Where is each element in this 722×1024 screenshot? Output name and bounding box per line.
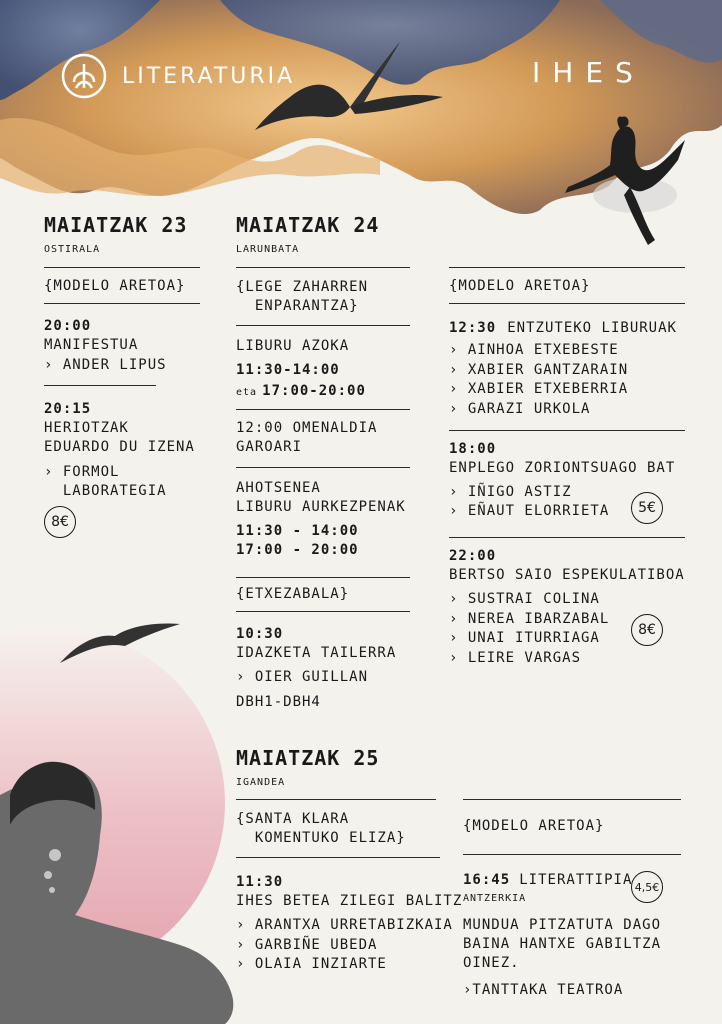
price-badge: 8€ [631, 614, 663, 646]
day-25-venue-santa-klara: {SANTA KLARA KOMENTUKO ELIZA} [236, 811, 406, 846]
event-title: IDAZKETA TAILERRA [236, 645, 397, 661]
day-23-venue: {MODELO ARETOA} [44, 278, 186, 294]
divider [449, 303, 685, 304]
day-23-weekday: OSTIRALA [44, 244, 101, 255]
event-person: › GARBIÑE UBEDA [236, 937, 378, 953]
ahotsenea-time-1: 11:30 - 14:00 [236, 523, 359, 539]
divider [236, 409, 410, 410]
day-24-venue-etxezabala: {ETXEZABALA} [236, 586, 350, 602]
event-people: › FORMOL LABORATEGIA [44, 464, 167, 499]
literattipia-heading [463, 869, 632, 890]
tribute-event: 12:00 OMENALDIA GAROARI [236, 420, 378, 455]
divider [463, 799, 681, 800]
event-person: › XABIER GANTZARAIN [449, 362, 629, 378]
event-time: 18:00 [449, 441, 497, 457]
event-people: › OIER GUILLAN [236, 669, 369, 685]
day-24-venue-plaza: {LEGE ZAHARREN ENPARANTZA} [236, 279, 369, 314]
day-25-weekday: IGANDEA [236, 777, 286, 788]
divider [449, 537, 685, 538]
event-person: › NEREA IBARZABAL [449, 611, 610, 627]
event-level: DBH1-DBH4 [236, 694, 321, 710]
event-title: IHES BETEA ZILEGI BALITZ [236, 893, 463, 909]
divider [449, 267, 685, 268]
event-person: › LEIRE VARGAS [449, 650, 582, 666]
event-person: › EÑAUT ELORRIETA [449, 503, 610, 519]
book-fair-time-1: 11:30-14:00 [236, 362, 340, 378]
divider [236, 857, 440, 858]
event-person: › IÑIGO ASTIZ [449, 484, 572, 500]
divider [236, 267, 410, 268]
book-fair-time-2-row [236, 380, 366, 401]
book-fair-time-2: 17:00-20:00 [262, 383, 366, 399]
audio-books-heading [449, 317, 677, 338]
day-24-weekday: LARUNBATA [236, 244, 300, 255]
dancer-figure-illustration [560, 115, 710, 255]
book-fair-title: LIBURU AZOKA [236, 338, 350, 354]
event-people: › ANDER LIPUS [44, 357, 167, 373]
ahotsenea-title: AHOTSENEA LIBURU AURKEZPENAK [236, 480, 406, 515]
event-person: › UNAI ITURRIAGA [449, 630, 600, 646]
event-time: 20:15 [44, 401, 92, 417]
price-badge: 4,5€ [631, 871, 663, 903]
event-person: › GARAZI URKOLA [449, 401, 591, 417]
divider [236, 611, 410, 612]
divider [236, 325, 410, 326]
event-people: ›TANTTAKA TEATROA [463, 982, 624, 998]
literaturia-wordmark: LITERATURIA [122, 63, 296, 89]
event-title: ENTZUTEKO LIBURUAK [507, 320, 677, 336]
divider [236, 799, 436, 800]
event-title: BERTSO SAIO ESPEKULATIBOA [449, 567, 685, 583]
event-time: 10:30 [236, 626, 284, 642]
ihes-logo: IHES [532, 56, 645, 89]
event-time: 22:00 [449, 548, 497, 564]
event-person: › ARANTXA URRETABIZKAIA [236, 917, 453, 933]
underwater-boy-illustration [0, 755, 240, 1024]
price-badge: 8€ [44, 506, 76, 538]
divider [44, 267, 200, 268]
event-category: ANTZERKIA [463, 893, 527, 904]
day-25-venue-modelo: {MODELO ARETOA} [463, 818, 605, 834]
divider [463, 854, 681, 855]
event-time: 11:30 [236, 874, 284, 890]
conjunction-label: eta [236, 387, 258, 398]
event-title: HERIOTZAK EDUARDO DU IZENA [44, 420, 195, 455]
event-time: 20:00 [44, 318, 92, 334]
literaturia-logo [60, 52, 295, 100]
event-time: 16:45 [463, 872, 511, 888]
event-person: › OLAIA INZIARTE [236, 956, 387, 972]
event-person: › AINHOA ETXEBESTE [449, 342, 619, 358]
event-title: LITERATTIPIA [519, 872, 633, 888]
day-24-title: MAIATZAK 24 [236, 213, 380, 237]
price-badge: 5€ [631, 492, 663, 524]
day-25-title: MAIATZAK 25 [236, 746, 380, 770]
event-person: › SUSTRAI COLINA [449, 591, 600, 607]
divider [44, 385, 156, 386]
event-time: 12:30 [449, 320, 497, 336]
flying-bird-illustration [60, 618, 185, 666]
literaturia-emblem-icon [60, 52, 108, 100]
event-person: › XABIER ETXEBERRIA [449, 381, 629, 397]
day-24-venue-modelo: {MODELO ARETOA} [449, 278, 591, 294]
event-title: MANIFESTUA [44, 337, 139, 353]
divider [44, 303, 200, 304]
divider [236, 467, 410, 468]
divider [449, 430, 685, 431]
event-title: ENPLEGO ZORIONTSUAGO BAT [449, 460, 676, 476]
event-description: MUNDUA PITZATUTA DAGO BAINA HANTXE GABILTZA OINEZ. [463, 917, 662, 971]
day-23-title: MAIATZAK 23 [44, 213, 188, 237]
divider [236, 577, 410, 578]
ahotsenea-time-2: 17:00 - 20:00 [236, 542, 359, 558]
